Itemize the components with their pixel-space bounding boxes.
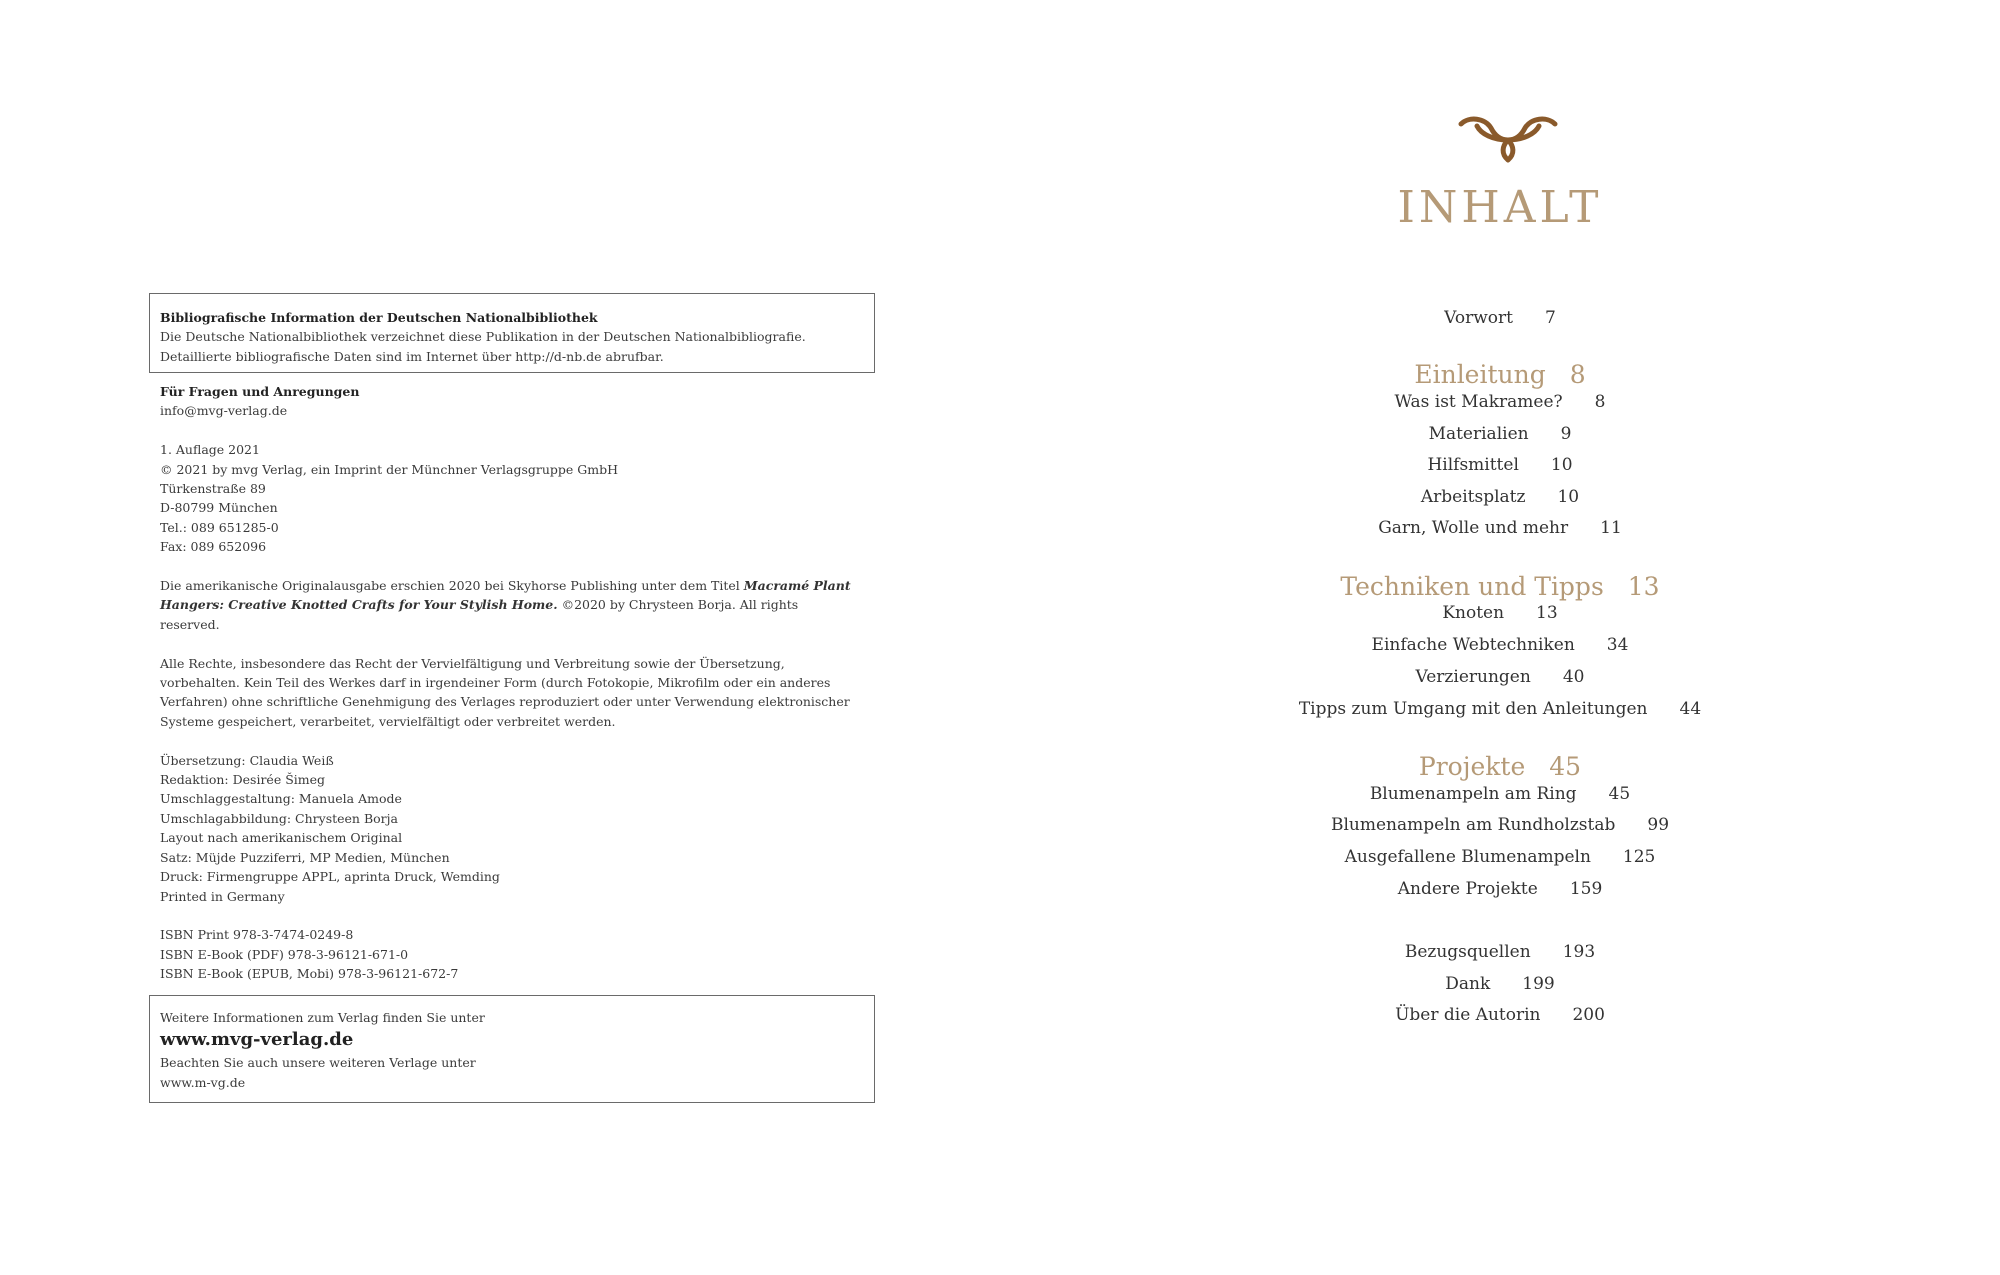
- toc-entry-page: 34: [1606, 635, 1629, 655]
- toc-entry-page: 7: [1545, 308, 1556, 328]
- edition-line: D-80799 München: [160, 500, 278, 516]
- publisher-info-line: Weitere Informationen zum Verlag finden Sie unter: [160, 1010, 485, 1025]
- toc-entry[interactable]: [1000, 455, 2000, 475]
- toc-entry-title: Blumenampeln am Ring: [1369, 784, 1577, 804]
- edition-line: Türkenstraße 89: [160, 481, 266, 497]
- toc-entry-page: 10: [1557, 487, 1580, 507]
- toc-section[interactable]: [1000, 572, 2000, 601]
- toc-entry[interactable]: [1000, 815, 2000, 835]
- toc-entry-title: Projekte: [1418, 752, 1526, 781]
- toc-section[interactable]: [1000, 360, 2000, 389]
- toc-entry[interactable]: [1000, 424, 2000, 444]
- edition-line: Tel.: 089 651285-0: [160, 519, 279, 535]
- original-note-pre: Die amerikanische Originalausgabe erschien 2020 bei Skyhorse Publishing unter dem Titel: [160, 578, 744, 594]
- publisher-info-box: [149, 995, 875, 1103]
- toc-entry-page: 13: [1627, 572, 1660, 601]
- bibliographic-line: Die Deutsche Nationalbibliothek verzeichnet diese Publikation in der Deutschen Nationalbibliografie.: [160, 329, 806, 345]
- toc-entry-title: Tipps zum Umgang mit den Anleitungen: [1298, 699, 1648, 719]
- toc-entry-page: 159: [1569, 879, 1603, 899]
- credit-line: Satz: Müjde Puzziferri, MP Medien, München: [160, 849, 450, 865]
- toc-entry-page: 99: [1647, 815, 1670, 835]
- publisher-url-secondary[interactable]: www.m-vg.de: [160, 1074, 246, 1090]
- toc-entry-title: Andere Projekte: [1397, 879, 1538, 899]
- contents-page: [1000, 0, 2000, 1275]
- isbn-line: ISBN Print 978-3-7474-0249-8: [160, 927, 354, 943]
- credit-line: Layout nach amerikanischem Original: [160, 830, 403, 846]
- toc-entry-title: Über die Autorin: [1395, 1005, 1541, 1025]
- toc-entry[interactable]: [1000, 784, 2000, 804]
- contents-title: INHALT: [1397, 182, 1603, 233]
- rights-notice: Alle Rechte, insbesondere das Recht der Vervielfältigung und Verbreitung sowie der Übersetzung, vorbehalten. Kein Teil des Werkes darf in irgendeiner Form (durch Fotokopie, Mikrofilm oder ein anderes Verfahren) ohne schriftliche Genehmigung des Verlages reproduziert oder unter Verwendung elektronischer Systeme gespeichert, verarbeitet, vervielfältigt oder verbreitet werden.: [160, 655, 850, 729]
- ornament-icon: [1455, 110, 1561, 164]
- bibliographic-line: Detaillierte bibliografische Daten sind im Internet über http://d-nb.de abrufbar.: [160, 348, 664, 364]
- toc-entry[interactable]: [1000, 699, 2000, 719]
- toc-entry-title: Arbeitsplatz: [1420, 487, 1526, 507]
- isbn-line: ISBN E-Book (EPUB, Mobi) 978-3-96121-672-7: [160, 966, 459, 982]
- toc-entry-page: 125: [1622, 847, 1656, 867]
- toc-entry-title: Knoten: [1442, 603, 1505, 623]
- toc-entry-title: Bezugsquellen: [1404, 942, 1531, 962]
- toc-entry-page: 40: [1562, 667, 1585, 687]
- contact-email: info@mvg-verlag.de: [160, 403, 288, 419]
- credit-line: Druck: Firmengruppe APPL, aprinta Druck, Wemding: [160, 869, 500, 885]
- toc-entry-title: Dank: [1445, 974, 1491, 994]
- toc-entry-title: Hilfsmittel: [1427, 455, 1519, 475]
- edition-line: 1. Auflage 2021: [160, 442, 260, 458]
- publisher-info-line: Beachten Sie auch unsere weiteren Verlage unter: [160, 1055, 476, 1071]
- edition-line: Fax: 089 652096: [160, 539, 267, 555]
- toc-section[interactable]: [1000, 752, 2000, 781]
- toc-entry[interactable]: [1000, 518, 2000, 538]
- toc-entry[interactable]: [1000, 308, 2000, 328]
- toc-entry-page: 8: [1569, 360, 1586, 389]
- toc-entry-page: 45: [1549, 752, 1582, 781]
- edition-line: © 2021 by mvg Verlag, ein Imprint der Münchner Verlagsgruppe GmbH: [160, 461, 619, 477]
- toc-entry[interactable]: [1000, 487, 2000, 507]
- toc-entry[interactable]: [1000, 667, 2000, 687]
- toc-entry-page: 44: [1679, 699, 1702, 719]
- toc-entry-title: Materialien: [1428, 424, 1529, 444]
- imprint-text: [160, 382, 860, 984]
- credit-line: Redaktion: Desirée Šimeg: [160, 772, 326, 788]
- toc-entry[interactable]: [1000, 1005, 2000, 1025]
- original-note-post: ©2020 by Chrysteen Borja. All rights reserved.: [160, 597, 799, 632]
- toc-entry-page: 199: [1522, 974, 1555, 994]
- publisher-url[interactable]: www.mvg-verlag.de: [160, 1029, 354, 1051]
- original-title: Macramé Plant Hangers: Creative Knotted Crafts for Your Stylish Home.: [160, 578, 851, 613]
- toc-entry-title: Einleitung: [1414, 360, 1546, 389]
- toc-entry-page: 13: [1536, 603, 1558, 623]
- toc-entry[interactable]: [1000, 635, 2000, 655]
- toc-entry-page: 9: [1560, 424, 1572, 444]
- bibliographic-info-box: [149, 293, 875, 373]
- isbn-line: ISBN E-Book (PDF) 978-3-96121-671-0: [160, 946, 409, 962]
- credit-line: Übersetzung: Claudia Weiß: [160, 752, 334, 768]
- contact-heading: Für Fragen und Anregungen: [160, 384, 360, 399]
- toc-entry[interactable]: [1000, 879, 2000, 899]
- toc-entry-title: Ausgefallene Blumenampeln: [1344, 847, 1591, 867]
- toc-entry-page: 200: [1572, 1005, 1605, 1025]
- credit-line: Umschlagabbildung: Chrysteen Borja: [160, 810, 398, 826]
- toc-entry[interactable]: [1000, 974, 2000, 994]
- toc-entry-page: 193: [1562, 942, 1596, 962]
- toc-entry-title: Was ist Makramee?: [1394, 392, 1563, 412]
- toc-entry-page: 10: [1550, 455, 1573, 475]
- toc-entry-page: 11: [1600, 518, 1622, 538]
- toc-entry-title: Verzierungen: [1415, 667, 1531, 687]
- toc-entry-title: Blumenampeln am Rundholzstab: [1330, 815, 1616, 835]
- toc-entry-title: Garn, Wolle und mehr: [1378, 518, 1569, 538]
- credit-line: Umschlaggestaltung: Manuela Amode: [160, 791, 402, 807]
- toc-entry[interactable]: [1000, 942, 2000, 962]
- bibliographic-heading: Bibliografische Information der Deutschen Nationalbibliothek: [160, 310, 598, 325]
- toc-entry-page: 8: [1594, 392, 1606, 412]
- toc-entry-title: Techniken und Tipps: [1340, 572, 1604, 601]
- toc-entry[interactable]: [1000, 847, 2000, 867]
- credit-line: Printed in Germany: [160, 888, 285, 904]
- toc-entry-title: Einfache Webtechniken: [1371, 635, 1575, 655]
- toc-entry-page: 45: [1608, 784, 1631, 804]
- original-edition-note: [160, 576, 860, 634]
- toc-entry[interactable]: [1000, 603, 2000, 623]
- toc-entry-title: Vorwort: [1444, 308, 1513, 328]
- toc-entry[interactable]: [1000, 392, 2000, 412]
